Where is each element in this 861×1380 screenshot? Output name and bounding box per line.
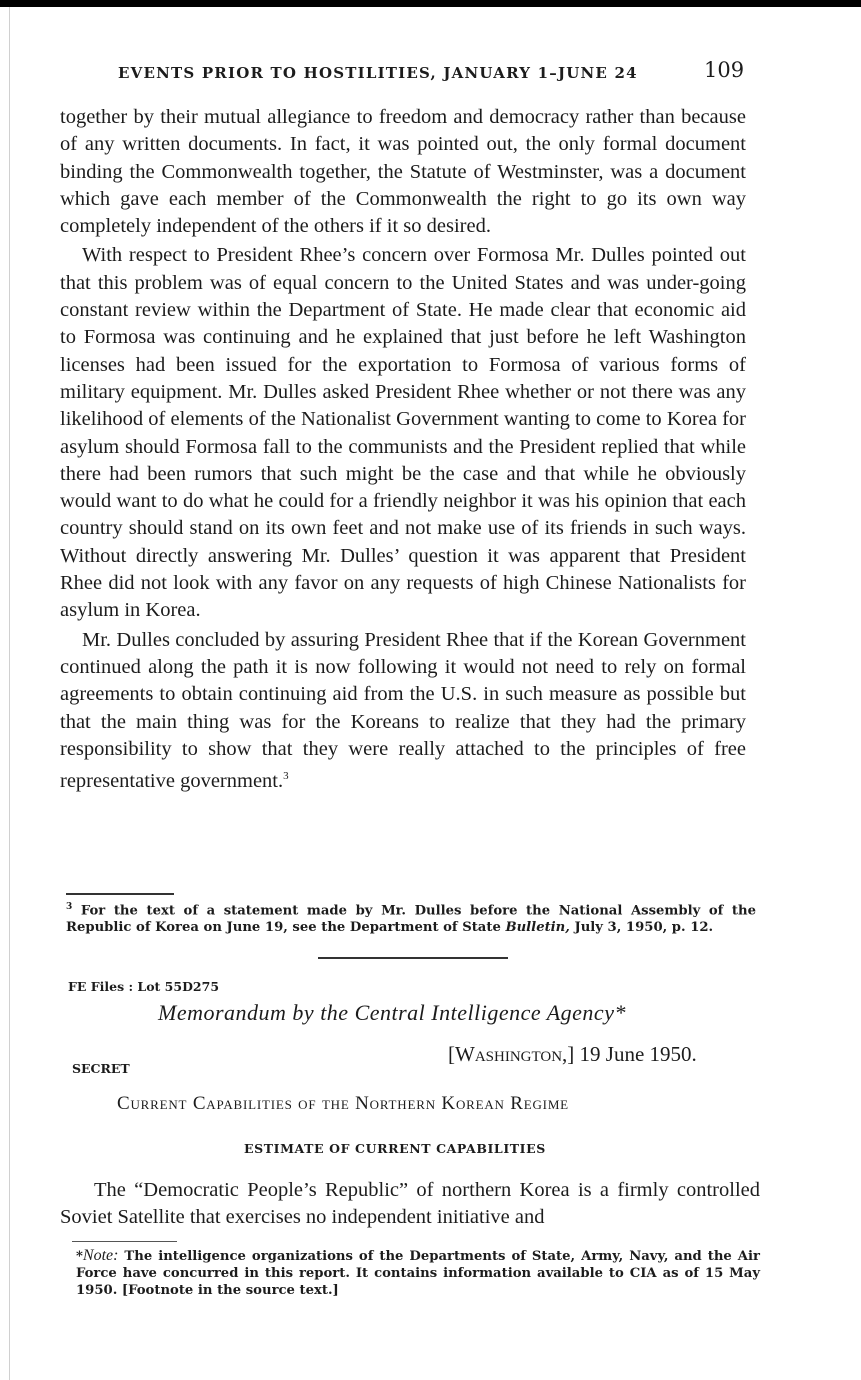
running-head: EVENTS PRIOR TO HOSTILITIES, JANUARY 1–JUNE 24 bbox=[118, 64, 638, 82]
footnote-note bbox=[76, 1247, 760, 1299]
page-edge bbox=[9, 7, 10, 1380]
footnote-3-text-end: July 3, 1950, p. 12. bbox=[569, 920, 714, 936]
paragraph-3 bbox=[60, 627, 746, 796]
footnote-note-marker: * bbox=[76, 1249, 83, 1264]
memo-title-marker: * bbox=[614, 1000, 626, 1025]
page-number: 109 bbox=[704, 58, 745, 82]
section-separator bbox=[318, 957, 508, 959]
date: 19 June 1950. bbox=[579, 1042, 697, 1066]
paragraph-1: together by their mutual allegiance to freedom and democracy rather than because of any written documents. In fact, it was pointed out, the only formal document binding the Commonwealth together, the Statute of Westminster, was a document which gave each member of the Commonwealth the right to go its own way completely independent of the others if it so desired. bbox=[60, 106, 746, 238]
section-heading: Current Capabilities of the Northern Korean Regime bbox=[117, 1093, 569, 1114]
classification: SECRET bbox=[72, 1061, 130, 1076]
memo-opening-paragraph: The “Democratic People’s Republic” of northern Korea is a firmly controlled Soviet Satellite that exercises no independent initiative and bbox=[60, 1179, 760, 1229]
top-border bbox=[0, 0, 861, 7]
memo-body bbox=[60, 1177, 760, 1232]
footnote-3 bbox=[66, 899, 756, 936]
footnote-3-marker: 3 bbox=[66, 902, 73, 912]
section-subheading: ESTIMATE OF CURRENT CAPABILITIES bbox=[244, 1141, 546, 1156]
place: Washington, bbox=[455, 1042, 568, 1066]
place-date: [Washington,] 19 June 1950. bbox=[448, 1042, 697, 1066]
paragraph-3-text: Mr. Dulles concluded by assuring President Rhee that if the Korean Government continued along the path it is now following it would not need to rely on formal agreements to obtain continuing aid from the U.S. in such measure as possible but that the main thing was for the Koreans to realize that they had the primary responsibility to show that they were really attached to the principles of free representative government. bbox=[60, 628, 746, 792]
memo-title bbox=[158, 1000, 626, 1026]
footnote-note-label: Note: bbox=[82, 1247, 119, 1264]
paragraph-2: With respect to President Rhee’s concern over Formosa Mr. Dulles pointed out that this problem was of equal concern to the United States and was under-going constant review within the Department of State. He made clear that economic aid to Formosa was continuing and he explained that just before he left Washington licenses had been issued for the exportation to Formosa of various forms of military equipment. Mr. Dulles asked President Rhee whether or not there was any likelihood of elements of the Nationalist Government wanting to come to Korea for asylum should Formosa fall to the communists and the President replied that while there had been rumors that such might be the case and that while he obviously would want to do what he could for a friendly neighbor it was his opinion that each country should stand on its own feet and not make use of its friends in such ways. Without directly answering Mr. Dulles’ question it was apparent that President Rhee did not look with any favor on any requests of high Chinese Nationalists for asylum in Korea. bbox=[60, 244, 746, 622]
footnote-ref-3: 3 bbox=[283, 770, 289, 783]
memo-title-text: Memorandum by the Central Intelligence Agency bbox=[158, 1000, 615, 1025]
footnote-3-text: For the text of a statement made by Mr. Dulles before the National Assembly of the Republic of Korea on June 19, see the Department of State bbox=[66, 903, 756, 936]
footnote-rule bbox=[66, 893, 174, 895]
file-reference: FE Files : Lot 55D275 bbox=[68, 979, 220, 994]
body-text bbox=[60, 104, 746, 795]
footnote-note-text: The intelligence organizations of the Departments of State, Army, Navy, and the Air Force have concurred in this report. It contains information available to CIA as of 15 May 1950. [Footnote in the source text.] bbox=[76, 1249, 760, 1298]
footnote-rule-2 bbox=[72, 1241, 177, 1242]
footnote-3-publication: Bulletin, bbox=[505, 920, 570, 936]
